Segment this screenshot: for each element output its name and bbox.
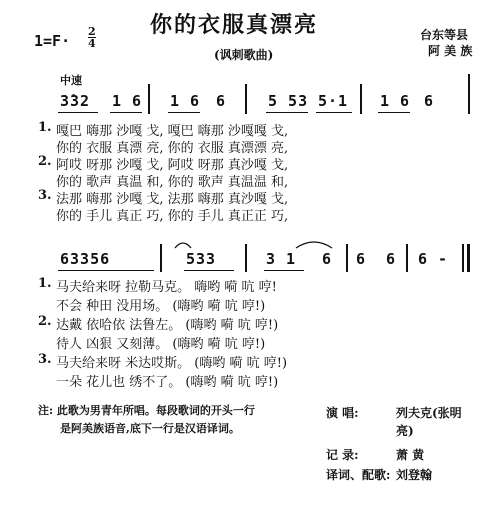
footnote-line: 是阿美族语音,底下一行是汉语译词。 <box>60 422 240 435</box>
verse-number: 2. <box>38 314 52 329</box>
translator-name: 刘登翰 <box>396 468 433 482</box>
note-group: 6 <box>424 92 435 110</box>
meter-bottom: 4 <box>88 37 96 50</box>
tie-mark <box>296 242 332 248</box>
beam-line <box>58 270 154 271</box>
bar-line <box>245 244 247 272</box>
lyric-line: 嘎巴 嗨那 沙嘎 戈, 嘎巴 嗨那 沙嘎嘎 戈, <box>56 124 289 139</box>
beam-line <box>264 270 304 271</box>
bar-line <box>462 244 464 272</box>
verse-number: 2. <box>38 154 52 169</box>
note-group: 5 53 <box>268 92 309 110</box>
note-group: 6 <box>322 250 333 268</box>
lyric-line: 法那 嗨那 沙嘎 戈, 法那 嗨那 真沙嘎 戈, <box>56 192 289 207</box>
note-group: 1 6 <box>380 92 411 110</box>
note-group: 6 <box>386 250 397 268</box>
footnote-line: 注: 此歌为男青年所唱。每段歌词的开头一行 <box>38 404 255 417</box>
verse-number: 3. <box>38 352 52 367</box>
song-title: 你的衣服真漂亮 <box>150 12 319 38</box>
bar-line <box>406 244 408 272</box>
note-group: 63356 <box>60 250 111 268</box>
verse-number: 1. <box>38 276 52 291</box>
lyric-line: 一朵 花儿也 绣不了。 (嗨哟 嗬 吭 哼!) <box>56 375 279 390</box>
lyric-line: 阿哎 呀那 沙嘎 戈, 阿哎 呀那 真沙嘎 戈, <box>56 158 289 173</box>
translator-label: 译词、配歌: <box>326 468 391 482</box>
note-group: 1 6 <box>112 92 143 110</box>
lyric-line: 你的 衣服 真漂 亮, 你的 衣服 真漂漂 亮, <box>56 141 289 156</box>
key-signature: 1=F· <box>34 32 71 50</box>
lyric-line: 马夫给来呀 拉勒马克。 嗨哟 嗬 吭 哼! <box>56 280 277 295</box>
note-group: 3̇32 <box>60 92 91 110</box>
singer-name: 列夫克(张明 <box>396 406 462 420</box>
singer-name-cont: 亮) <box>396 424 414 438</box>
lyric-line: 马夫给来呀 米达哎斯。 (嗨哟 嗬 吭 哼!) <box>56 356 288 371</box>
lyric-line: 你的 歌声 真温 和, 你的 歌声 真温温 和, <box>56 175 289 190</box>
final-bar-line <box>467 244 470 272</box>
beam-line <box>184 270 234 271</box>
recorder-label: 记 录: <box>326 448 359 462</box>
bar-line <box>160 244 162 272</box>
note-group: 6 <box>216 92 227 110</box>
tempo-marking: 中速 <box>60 74 82 87</box>
note-group: 3 1 <box>266 250 297 268</box>
lyric-line: 达戴 依哈依 法鲁左。 (嗨哟 嗬 吭 哼!) <box>56 318 279 333</box>
slur-mark <box>175 243 191 248</box>
recorder-name: 萧 黄 <box>396 448 425 462</box>
singer-label: 演 唱: <box>326 406 359 420</box>
note-group: 6 <box>356 250 367 268</box>
note-group: 533 <box>186 250 217 268</box>
song-origin: 台东等县 <box>420 28 469 42</box>
song-genre: (讽刺歌曲) <box>214 48 274 62</box>
note-group: 6 - <box>418 250 449 268</box>
verse-number: 3. <box>38 188 52 203</box>
song-ethnicity: 阿 美 族 <box>428 44 473 58</box>
lyric-line: 不会 种田 没用场。 (嗨哟 嗬 吭 哼!) <box>56 299 266 314</box>
lyric-line: 待人 凶狠 又刻薄。 (嗨哟 嗬 吭 哼!) <box>56 337 266 352</box>
lyric-line: 你的 手儿 真正 巧, 你的 手儿 真正正 巧, <box>56 209 289 224</box>
bar-line <box>346 244 348 272</box>
verse-number: 1. <box>38 120 52 135</box>
note-group: 1 6 <box>170 92 201 110</box>
note-group: 5·1 <box>318 92 349 110</box>
meter-top: 2 <box>88 25 96 38</box>
